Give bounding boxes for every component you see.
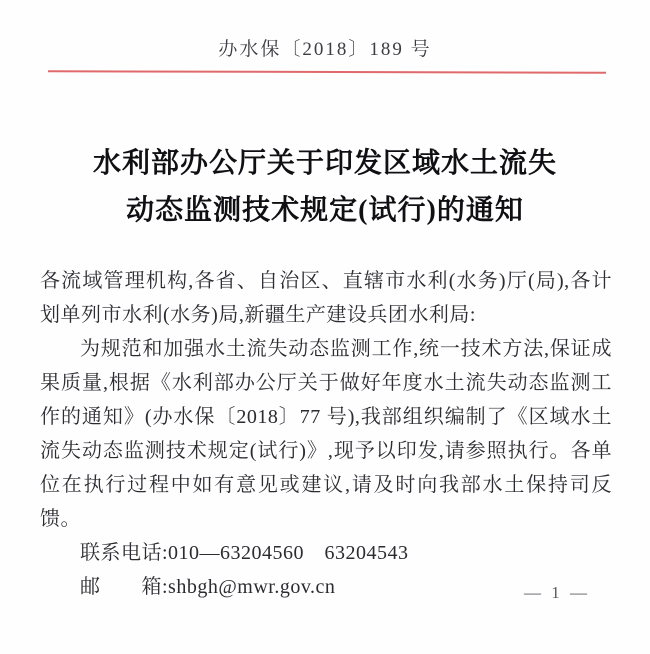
document-body	[40, 264, 612, 604]
main-body-paragraph: 为规范和加强水土流失动态监测工作,统一技术方法,保证成果质量,根据《水利部办公厅关于做好年度水土流失动态监测工作的通知》(办水保〔2018〕77 号),我部组织编制了《区域水土流失动态监测技术规定(试行)》,现予以印发,请参照执行。各单位在执行过程中如有意见或建议,请及时向我部水土保持司反馈。	[40, 338, 612, 530]
red-divider-line	[48, 70, 606, 73]
salutation-paragraph: 各流域管理机构,各省、自治区、直辖市水利(水务)厅(局),各计划单列市水利(水务)局,新疆生产建设兵团水利局:	[40, 270, 612, 326]
document-title-line-2: 动态监测技术规定(试行)的通知	[126, 195, 524, 226]
document-title	[0, 140, 650, 234]
page-number: — 1 —	[524, 583, 590, 602]
document-title-line-1: 水利部办公厅关于印发区域水土流失	[92, 148, 557, 179]
document-number: 办水保〔2018〕189 号	[218, 39, 432, 60]
contact-phone-line: 联系电话:010—63204560 63204543	[80, 542, 409, 564]
contact-email-line: 邮 箱:shbgh@mwr.gov.cn	[80, 576, 336, 598]
